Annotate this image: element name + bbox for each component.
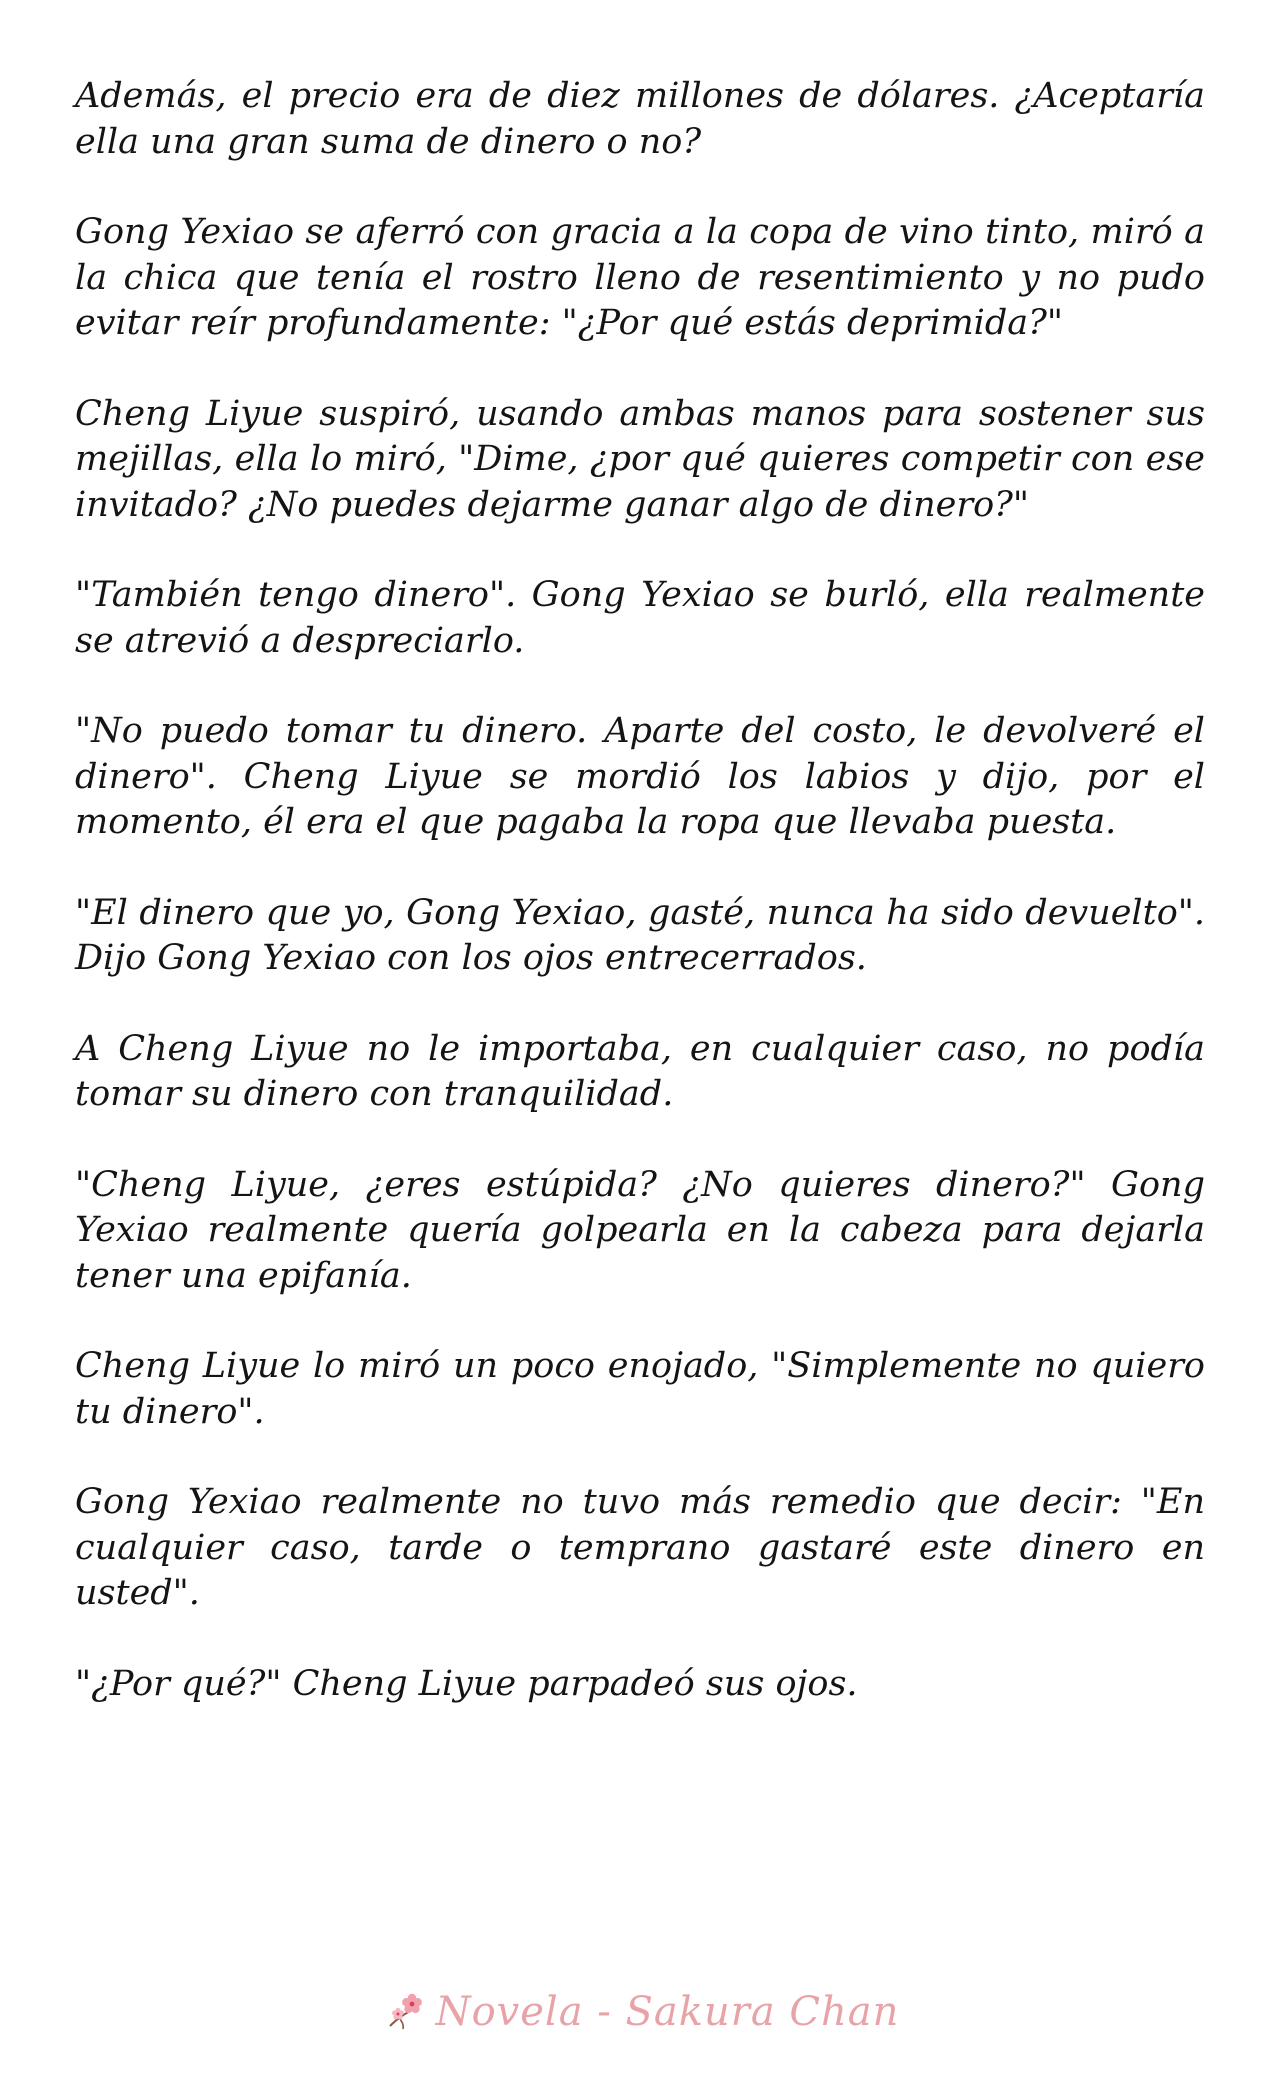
watermark-text: Novela - Sakura Chan — [435, 1989, 900, 2035]
story-text — [75, 74, 1205, 1752]
sakura-blossom-icon — [386, 1992, 428, 2032]
paragraph-6: "El dinero que yo, Gong Yexiao, gasté, nunca ha sido devuelto". Dijo Gong Yexiao con los ojos entrecerrados. — [75, 892, 1205, 978]
paragraph-3: Cheng Liyue suspiró, usando ambas manos para sostener sus mejillas, ella lo miró, "Dime, ¿por qué quieres competir con ese invitado? ¿No puedes dejarme ganar algo de dinero?" — [75, 393, 1205, 525]
paragraph-4: "También tengo dinero". Gong Yexiao se burló, ella realmente se atrevió a despreciarlo. — [75, 575, 1205, 661]
paragraph-8: "Cheng Liyue, ¿eres estúpida? ¿No quieres dinero?" Gong Yexiao realmente quería golpearla en la cabeza para dejarla tener una epifanía. — [75, 1164, 1205, 1296]
paragraph-11: "¿Por qué?" Cheng Liyue parpadeó sus ojos. — [75, 1663, 858, 1704]
watermark — [376, 1989, 900, 2035]
paragraph-10: Gong Yexiao realmente no tuvo más remedio que decir: "En cualquier caso, tarde o temprano gastaré este dinero en usted". — [75, 1482, 1205, 1613]
paragraph-9: Cheng Liyue lo miró un poco enojado, "Simplemente no quiero tu dinero". — [75, 1346, 1205, 1432]
paragraph-5: "No puedo tomar tu dinero. Aparte del costo, le devolveré el dinero". Cheng Liyue se mordió los labios y dijo, por el momento, él era el que pagaba la ropa que llevaba puesta. — [75, 711, 1205, 842]
paragraph-2: Gong Yexiao se aferró con gracia a la copa de vino tinto, miró a la chica que tenía el rostro lleno de resentimiento y no pudo evitar reír profundamente: "¿Por qué estás deprimida?" — [75, 212, 1205, 343]
paragraph-7: A Cheng Liyue no le importaba, en cualquier caso, no podía tomar su dinero con tranquilidad. — [75, 1028, 1205, 1114]
paragraph-1: Además, el precio era de diez millones de dólares. ¿Aceptaría ella una gran suma de dinero o no? — [75, 76, 1205, 162]
watermark-footer — [0, 1985, 1275, 2039]
